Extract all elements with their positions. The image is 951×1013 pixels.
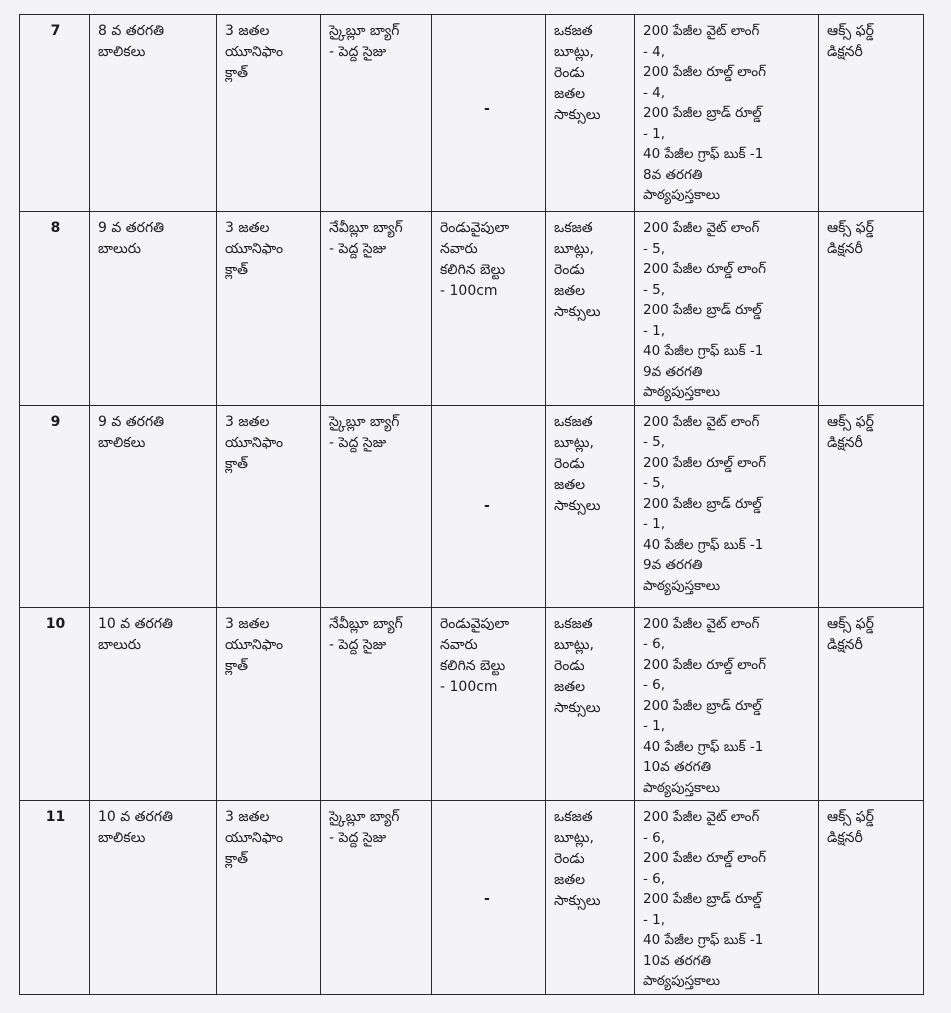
dictionary-cell bbox=[819, 15, 924, 212]
cell-line: 200 పేజీల బ్రాడ్ రూల్డ్ bbox=[643, 302, 762, 318]
cell-line: ఆక్స్ ఫర్డ్ bbox=[827, 220, 874, 236]
cell-line: - 5, bbox=[643, 240, 666, 257]
cell-line: జతల bbox=[554, 678, 586, 695]
cell-line: 10 వ తరగతి bbox=[98, 615, 173, 632]
class-cell bbox=[90, 15, 217, 212]
cell-line: యూనిఫాం bbox=[225, 830, 284, 846]
cell-line: 8వ తరగతి bbox=[643, 166, 703, 183]
uniform-cell bbox=[217, 15, 321, 212]
cell-line: 10 వ తరగతి bbox=[98, 809, 173, 825]
cell-line: 9 వ తరగతి bbox=[98, 413, 165, 430]
cell-line: యూనిఫాం bbox=[225, 636, 284, 653]
cell-line: ఆక్స్ ఫర్డ్ bbox=[827, 23, 874, 39]
notebooks-cell bbox=[635, 607, 819, 801]
cell-line: 200 పేజీల రూల్డ్ లాంగ్ bbox=[643, 64, 766, 80]
cell-line: - పెద్ద సైజు bbox=[329, 636, 387, 653]
cell-line: యూనిఫాం bbox=[225, 434, 284, 451]
cell-line: 8 వ తరగతి bbox=[98, 23, 165, 39]
empty-dash: - bbox=[484, 891, 490, 907]
cell-line: 3 జతల bbox=[225, 413, 270, 430]
cell-line: రెండు bbox=[554, 455, 585, 472]
cell-line: కలిగిన బెల్టు bbox=[440, 657, 506, 674]
bag-cell bbox=[321, 607, 432, 801]
cell-line: పాఠ్యపుస్తకాలు bbox=[643, 779, 721, 796]
cell-line: - పెద్ద సైజు bbox=[329, 241, 387, 257]
cell-line: సాక్సులు bbox=[554, 699, 601, 716]
shoes-socks-cell bbox=[546, 212, 635, 406]
cell-line: - పెద్ద సైజు bbox=[329, 434, 387, 451]
cell-line: ఒకజత bbox=[554, 220, 593, 236]
cell-line: - 4, bbox=[643, 84, 666, 101]
bag-cell bbox=[321, 405, 432, 607]
cell-line: క్లాత్ bbox=[225, 455, 249, 472]
cell-line: 9 వ తరగతి bbox=[98, 220, 165, 236]
cell-line: బూట్లు, bbox=[554, 434, 594, 451]
cell-line: 9వ తరగతి bbox=[643, 557, 703, 573]
cell-line: సాక్సులు bbox=[554, 893, 601, 909]
cell-line: బూట్లు, bbox=[554, 636, 594, 653]
cell-line: స్కైబ్లూ బ్యాగ్ bbox=[329, 413, 400, 430]
cell-line: - 1, bbox=[643, 322, 666, 339]
cell-line: - పెద్ద సైజు bbox=[329, 44, 387, 60]
cell-line: 9వ తరగతి bbox=[643, 363, 703, 380]
cell-line: 200 పేజీల రూల్డ్ లాంగ్ bbox=[643, 656, 766, 673]
cell-line: - 4, bbox=[643, 43, 666, 60]
cell-line: క్లాత్ bbox=[225, 262, 249, 278]
cell-line: బూట్లు, bbox=[554, 44, 594, 60]
uniform-cell bbox=[217, 801, 321, 995]
belt-cell bbox=[432, 212, 546, 406]
cell-line: ఒకజత bbox=[554, 615, 593, 632]
cell-line: స్కైబ్లూ బ్యాగ్ bbox=[329, 809, 400, 825]
cell-line: 200 పేజీల బ్రాడ్ రూల్డ్ bbox=[643, 105, 762, 121]
cell-line: రెండు bbox=[554, 657, 585, 674]
cell-line: బాలికలు bbox=[98, 44, 146, 60]
cell-line: 200 పేజీల వైట్ లాంగ్ bbox=[643, 23, 760, 39]
belt-cell bbox=[432, 15, 546, 212]
cell-line: జతల bbox=[554, 476, 586, 493]
dictionary-cell bbox=[819, 212, 924, 406]
table-row bbox=[20, 15, 924, 212]
cell-line: 200 పేజీల వైట్ లాంగ్ bbox=[643, 220, 760, 236]
table-row bbox=[20, 801, 924, 995]
cell-line: - 6, bbox=[643, 829, 666, 846]
table-row bbox=[20, 607, 924, 801]
cell-line: జతల bbox=[554, 283, 586, 299]
belt-cell bbox=[432, 607, 546, 801]
shoes-socks-cell bbox=[546, 15, 635, 212]
cell-line: నవారు bbox=[440, 636, 478, 653]
cell-line: 40 పేజీల గ్రాఫ్ బుక్ -1 bbox=[643, 536, 764, 553]
cell-line: - 5, bbox=[643, 475, 666, 491]
cell-line: 10వ తరగతి bbox=[643, 759, 712, 775]
cell-line: 200 పేజీల బ్రాడ్ రూల్డ్ bbox=[643, 891, 762, 907]
cell-line: 200 పేజీల వైట్ లాంగ్ bbox=[643, 615, 760, 632]
cell-line: బాలురు bbox=[98, 241, 141, 257]
cell-line: సాక్సులు bbox=[554, 107, 601, 123]
cell-line: డిక్షనరీ bbox=[827, 241, 863, 257]
belt-cell bbox=[432, 801, 546, 995]
cell-line: 200 పేజీల బ్రాడ్ రూల్డ్ bbox=[643, 495, 762, 512]
serial-number-cell: 8 bbox=[20, 212, 90, 406]
cell-line: 200 పేజీల రూల్డ్ లాంగ్ bbox=[643, 261, 766, 277]
cell-line: 10వ తరగతి bbox=[643, 952, 712, 969]
notebooks-cell bbox=[635, 801, 819, 995]
cell-line: ఆక్స్ ఫర్డ్ bbox=[827, 615, 874, 632]
serial-number-cell: 10 bbox=[20, 607, 90, 801]
cell-line: - 1, bbox=[643, 516, 666, 532]
belt-cell bbox=[432, 405, 546, 607]
class-cell bbox=[90, 607, 217, 801]
school-kit-table bbox=[19, 14, 924, 995]
cell-line: ఒకజత bbox=[554, 23, 593, 39]
cell-line: జతల bbox=[554, 86, 586, 102]
table-row bbox=[20, 405, 924, 607]
uniform-cell bbox=[217, 212, 321, 406]
cell-line: 40 పేజీల గ్రాఫ్ బుక్ -1 bbox=[643, 343, 764, 359]
cell-line: ఒకజత bbox=[554, 413, 593, 430]
bag-cell bbox=[321, 212, 432, 406]
empty-dash: - bbox=[484, 497, 490, 514]
cell-line: జతల bbox=[554, 872, 586, 888]
cell-line: ఆక్స్ ఫర్డ్ bbox=[827, 413, 874, 430]
cell-line: డిక్షనరీ bbox=[827, 434, 863, 451]
serial-number-cell: 9 bbox=[20, 405, 90, 607]
cell-line: ఒకజత bbox=[554, 809, 593, 825]
class-cell bbox=[90, 212, 217, 406]
shoes-socks-cell bbox=[546, 607, 635, 801]
serial-number-cell: 7 bbox=[20, 15, 90, 212]
cell-line: రెండు bbox=[554, 65, 585, 81]
cell-line: రెండువైపులా bbox=[440, 615, 510, 632]
cell-line: 200 పేజీల బ్రాడ్ రూల్డ్ bbox=[643, 697, 762, 714]
cell-line: రెండు bbox=[554, 262, 585, 278]
table-row bbox=[20, 212, 924, 406]
bag-cell bbox=[321, 801, 432, 995]
cell-line: 3 జతల bbox=[225, 220, 270, 236]
class-cell bbox=[90, 405, 217, 607]
cell-line: 3 జతల bbox=[225, 809, 270, 825]
cell-line: రెండు bbox=[554, 851, 585, 867]
uniform-cell bbox=[217, 405, 321, 607]
dictionary-cell bbox=[819, 405, 924, 607]
cell-line: 200 పేజీల రూల్డ్ లాంగ్ bbox=[643, 454, 766, 471]
cell-line: నేవీబ్లూ బ్యాగ్ bbox=[329, 220, 403, 236]
cell-line: - 6, bbox=[643, 677, 666, 693]
cell-line: నేవీబ్లూ బ్యాగ్ bbox=[329, 615, 403, 632]
cell-line: - 100cm bbox=[440, 283, 498, 299]
cell-line: 200 పేజీల వైట్ లాంగ్ bbox=[643, 413, 760, 430]
cell-line: డిక్షనరీ bbox=[827, 44, 863, 60]
shoes-socks-cell bbox=[546, 405, 635, 607]
cell-line: నవారు bbox=[440, 241, 478, 257]
cell-line: - పెద్ద సైజు bbox=[329, 830, 387, 846]
cell-line: ఆక్స్ ఫర్డ్ bbox=[827, 809, 874, 825]
cell-line: పాఠ్యపుస్తకాలు bbox=[643, 973, 721, 989]
cell-line: సాక్సులు bbox=[554, 304, 601, 320]
cell-line: పాఠ్యపుస్తకాలు bbox=[643, 577, 721, 594]
cell-line: కలిగిన బెల్టు bbox=[440, 262, 506, 278]
notebooks-cell bbox=[635, 15, 819, 212]
class-cell bbox=[90, 801, 217, 995]
cell-line: డిక్షనరీ bbox=[827, 830, 863, 846]
cell-line: 200 పేజీల వైట్ లాంగ్ bbox=[643, 809, 760, 825]
cell-line: బూట్లు, bbox=[554, 241, 594, 257]
cell-line: 40 పేజీల గ్రాఫ్ బుక్ -1 bbox=[643, 738, 764, 755]
cell-line: స్కైబ్లూ బ్యాగ్ bbox=[329, 23, 400, 39]
cell-line: బూట్లు, bbox=[554, 830, 594, 846]
cell-line: - 5, bbox=[643, 281, 666, 298]
cell-line: 3 జతల bbox=[225, 23, 270, 39]
cell-line: 200 పేజీల రూల్డ్ లాంగ్ bbox=[643, 850, 766, 866]
cell-line: సాక్సులు bbox=[554, 497, 601, 514]
cell-line: బాలికలు bbox=[98, 434, 146, 451]
cell-line: యూనిఫాం bbox=[225, 241, 284, 257]
cell-line: - 1, bbox=[643, 125, 666, 142]
cell-line: - 6, bbox=[643, 636, 666, 652]
notebooks-cell bbox=[635, 212, 819, 406]
cell-line: యూనిఫాం bbox=[225, 44, 284, 60]
cell-line: బాలికలు bbox=[98, 830, 146, 846]
cell-line: క్లాత్ bbox=[225, 65, 249, 81]
shoes-socks-cell bbox=[546, 801, 635, 995]
dictionary-cell bbox=[819, 607, 924, 801]
cell-line: పాఠ్యపుస్తకాలు bbox=[643, 384, 721, 400]
empty-dash: - bbox=[484, 101, 490, 117]
cell-line: - 1, bbox=[643, 911, 666, 928]
cell-line: 40 పేజీల గ్రాఫ్ బుక్ -1 bbox=[643, 932, 764, 948]
cell-line: పాఠ్యపుస్తకాలు bbox=[643, 187, 721, 203]
cell-line: డిక్షనరీ bbox=[827, 636, 863, 653]
cell-line: క్లాత్ bbox=[225, 657, 249, 674]
cell-line: - 100cm bbox=[440, 678, 498, 695]
cell-line: క్లాత్ bbox=[225, 851, 249, 867]
dictionary-cell bbox=[819, 801, 924, 995]
uniform-cell bbox=[217, 607, 321, 801]
serial-number-cell: 11 bbox=[20, 801, 90, 995]
cell-line: - 6, bbox=[643, 870, 666, 887]
cell-line: రెండువైపులా bbox=[440, 220, 510, 236]
cell-line: - 5, bbox=[643, 434, 666, 450]
cell-line: 40 పేజీల గ్రాఫ్ బుక్ -1 bbox=[643, 146, 764, 162]
cell-line: బాలురు bbox=[98, 636, 141, 653]
cell-line: - 1, bbox=[643, 718, 666, 734]
notebooks-cell bbox=[635, 405, 819, 607]
bag-cell bbox=[321, 15, 432, 212]
cell-line: 3 జతల bbox=[225, 615, 270, 632]
